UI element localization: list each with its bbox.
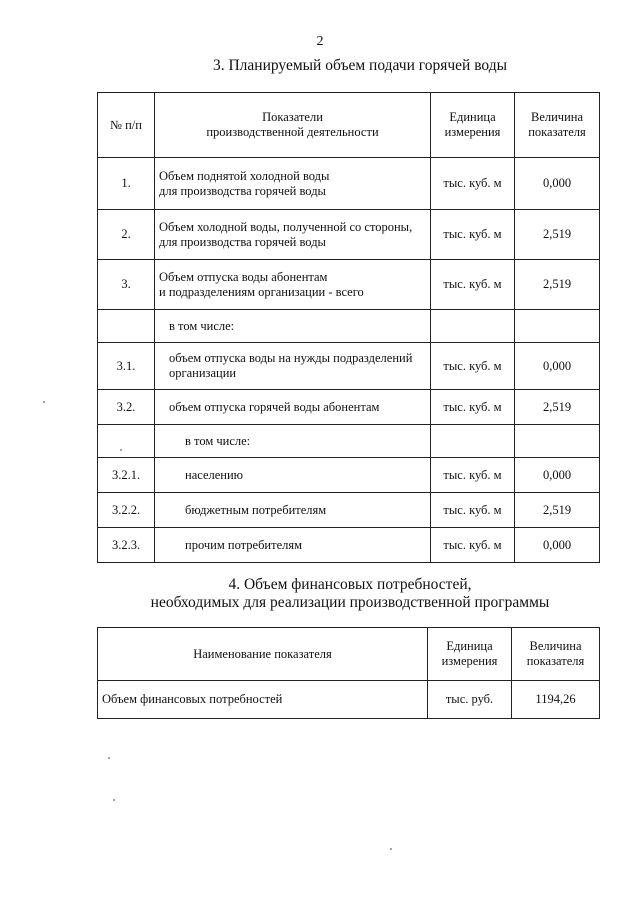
header-value: Величина показателя [515,93,600,158]
table-row [98,528,600,563]
row-name: прочим потребителям [155,528,431,563]
table-row [98,390,600,425]
row-num: 2. [98,210,155,260]
row-num: 3.1. [98,343,155,390]
row-unit: тыс. куб. м [431,458,515,493]
table-row [98,158,600,210]
row-num: 3.2. [98,390,155,425]
page-number: 2 [316,34,324,49]
row-value [515,425,600,458]
row-unit: тыс. куб. м [431,260,515,310]
row-value: 2,519 [515,260,600,310]
section3-title: 3. Планируемый объем подачи горячей воды [212,57,508,74]
header-name: Наименование показателя [98,628,428,681]
header-value: Величина показателя [512,628,600,681]
row-name: Объем поднятой холодной воды для производства горячей воды [155,158,431,210]
table-row [98,343,600,390]
table-row [98,260,600,310]
table-row [98,310,600,343]
table-row [98,458,600,493]
row-name: населению [155,458,431,493]
row-name: в том числе: [155,310,431,343]
scan-speck [108,757,110,759]
row-unit: тыс. куб. м [431,528,515,563]
row-value: 2,519 [515,210,600,260]
row-num [98,310,155,343]
row-value: 0,000 [515,343,600,390]
row-unit [431,425,515,458]
header-indicator: Показатели производственной деятельности [155,93,431,158]
row-name: объем отпуска горячей воды абонентам [155,390,431,425]
row-name: Объем финансовых потребностей [98,681,428,719]
row-value: 0,000 [515,158,600,210]
row-unit: тыс. руб. [428,681,512,719]
row-value: 2,519 [515,493,600,528]
row-unit [431,310,515,343]
table-row [98,493,600,528]
table-row [98,681,600,719]
row-num: 1. [98,158,155,210]
scan-speck [43,401,45,403]
row-unit: тыс. куб. м [431,210,515,260]
row-num: 3.2.1. [98,458,155,493]
row-name: бюджетным потребителям [155,493,431,528]
row-unit: тыс. куб. м [431,493,515,528]
row-name: Объем отпуска воды абонентам и подразделениям организации - всего [155,260,431,310]
financial-needs-table [97,627,600,719]
row-name: в том числе: [155,425,431,458]
row-name: Объем холодной воды, полученной со стороны, для производства горячей воды [155,210,431,260]
header-unit: Единица измерения [428,628,512,681]
table-row [98,210,600,260]
row-value: 2,519 [515,390,600,425]
row-value: 1194,26 [512,681,600,719]
scan-speck [113,799,115,801]
row-value: 0,000 [515,458,600,493]
table-header-row [98,93,600,158]
row-num: 3.2.3. [98,528,155,563]
row-unit: тыс. куб. м [431,343,515,390]
row-name: объем отпуска воды на нужды подразделений организации [155,343,431,390]
row-value: 0,000 [515,528,600,563]
section4-title: 4. Объем финансовых потребностей, необходимых для реализации производственной программы [150,576,550,611]
row-unit: тыс. куб. м [431,158,515,210]
table-row [98,425,600,458]
row-num: 3.2.2. [98,493,155,528]
header-unit: Единица измерения [431,93,515,158]
water-supply-table [97,92,600,563]
row-num [98,425,155,458]
scan-speck [390,848,392,850]
row-value [515,310,600,343]
row-num: 3. [98,260,155,310]
header-num: № п/п [98,93,155,158]
scan-speck [120,449,122,451]
row-unit: тыс. куб. м [431,390,515,425]
table-header-row [98,628,600,681]
